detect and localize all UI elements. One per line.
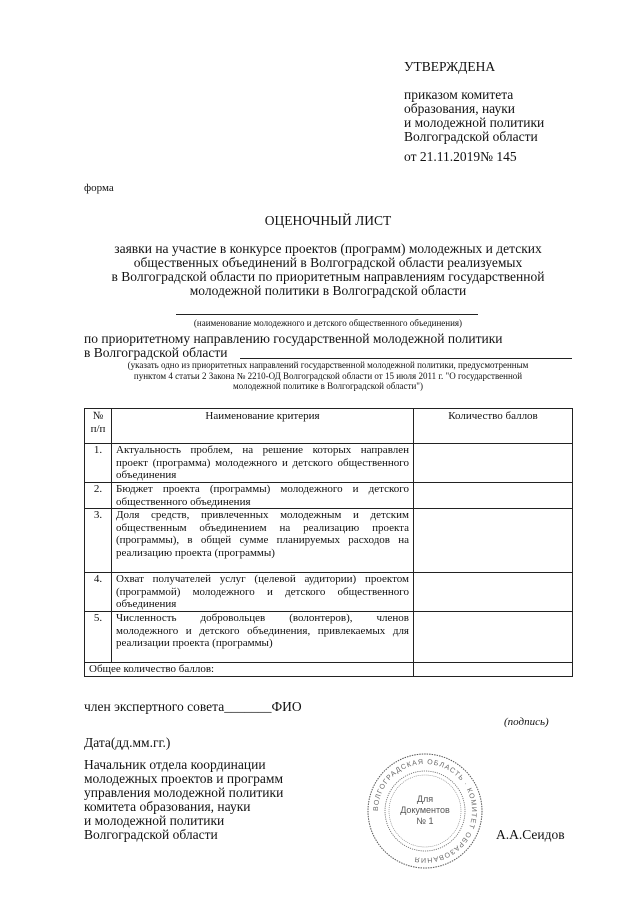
svg-text:ВОЛГОГРАДСКАЯ ОБЛАСТЬ · КОМИТЕ: ВОЛГОГРАДСКАЯ ОБЛАСТЬ · КОМИТЕТ ОБРАЗОВАНИЯ xyxy=(372,758,478,864)
direction-caption-line: (указать одно из приоритетных направлений государственной молодежной политики, предусмотренным xyxy=(127,360,529,370)
stamp-line-3: № 1 xyxy=(416,816,434,826)
row-criterion: Численность добровольцев (волонтеров), членов молодежного и детского объединения, привлекаемых для реализации проекта (программы) xyxy=(112,612,414,663)
header-score: Количество баллов xyxy=(414,409,573,444)
row-score[interactable] xyxy=(414,573,573,612)
direction-line-1: по приоритетному направлению государственной молодежной политики xyxy=(84,331,503,346)
doc-title: ОЦЕНОЧНЫЙ ЛИСТ xyxy=(264,213,392,228)
approval-line: и молодежной политики xyxy=(404,115,545,130)
row-score[interactable] xyxy=(414,509,573,573)
row-num: 2. xyxy=(85,483,112,509)
row-score[interactable] xyxy=(414,483,573,509)
header-criterion: Наименование критерия xyxy=(112,409,414,444)
signer-line: комитета образования, науки xyxy=(84,799,251,814)
table-row xyxy=(85,483,573,509)
header-num: № п/п xyxy=(85,409,112,444)
subtitle-line: в Волгоградской области по приоритетным направлениям государственной xyxy=(111,269,545,284)
row-num: 1. xyxy=(85,444,112,483)
signer-name: А.А.Сеидов xyxy=(496,827,565,842)
signature-caption: (подпись) xyxy=(504,716,549,728)
direction-caption xyxy=(84,360,572,392)
stamp-line-2: Документов xyxy=(400,805,450,815)
form-label: форма xyxy=(84,182,114,194)
approval-line: образования, науки xyxy=(404,101,516,116)
table-row xyxy=(85,444,573,483)
table-row xyxy=(85,612,573,663)
table-total-row xyxy=(85,663,573,677)
approval-line: приказом комитета xyxy=(404,87,514,102)
row-criterion: Охват получателей услуг (целевой аудитории) проектом (программой) молодежного и детского общественного объединения xyxy=(112,573,414,612)
signer-line: управления молодежной политики xyxy=(84,785,284,800)
row-score[interactable] xyxy=(414,612,573,663)
signer-line: молодежных проектов и программ xyxy=(84,771,283,786)
approval-block xyxy=(404,88,544,144)
signer-line: Волгоградской области xyxy=(84,827,218,842)
stamp-line-1: Для xyxy=(416,794,434,804)
row-num: 5. xyxy=(85,612,112,663)
org-caption: (наименование молодежного и детского общественного объединения) xyxy=(193,318,463,328)
direction-line-2: в Волгоградской области xyxy=(84,345,228,360)
approval-title: УТВЕРЖДЕНА xyxy=(404,59,496,74)
expert-line: член экспертного совета_______ФИО xyxy=(84,699,302,714)
criteria-table xyxy=(84,408,573,677)
signer-line: Начальник отдела координации xyxy=(84,757,266,772)
subtitle-line: молодежной политики в Волгоградской области xyxy=(189,283,467,298)
approval-line: Волгоградской области xyxy=(404,129,538,144)
direction-caption-line: пунктом 4 статьи 2 Закона № 2210-ОД Волгоградской области от 15 июля 2011 г. "О государственной xyxy=(133,370,523,381)
direction-caption-line: молодежной политике в Волгоградской области") xyxy=(233,381,423,391)
total-score[interactable] xyxy=(414,663,573,677)
table-row xyxy=(85,573,573,612)
row-criterion: Актуальность проблем, на решение которых направлен проект (программа) молодежного и детского общественного объединения xyxy=(112,444,414,483)
signer-line: и молодежной политики xyxy=(84,813,225,828)
org-name-line xyxy=(176,314,478,315)
doc-subtitle xyxy=(84,242,572,298)
signer-block xyxy=(84,758,283,842)
date-line: Дата(дд.мм.гг.) xyxy=(84,735,171,750)
approval-date: от 21.11.2019№ 145 xyxy=(404,149,517,164)
direction-fill-line xyxy=(240,358,572,359)
subtitle-line: общественных объединений в Волгоградской области реализуемых xyxy=(133,255,523,270)
row-score[interactable] xyxy=(414,444,573,483)
row-num: 4. xyxy=(85,573,112,612)
table-header-row xyxy=(85,409,573,444)
row-num: 3. xyxy=(85,509,112,573)
subtitle-line: заявки на участие в конкурсе проектов (программ) молодежных и детских xyxy=(114,241,542,256)
row-criterion: Бюджет проекта (программы) молодежного и детского общественного объединения xyxy=(112,483,414,509)
table-row xyxy=(85,509,573,573)
official-stamp xyxy=(366,752,484,870)
row-criterion: Доля средств, привлеченных молодежным и детским общественным объединением на реализацию проекта (программы), в общей сумме планируемых расходов на реализацию проекта (программы) xyxy=(112,509,414,573)
total-label: Общее количество баллов: xyxy=(85,663,414,677)
